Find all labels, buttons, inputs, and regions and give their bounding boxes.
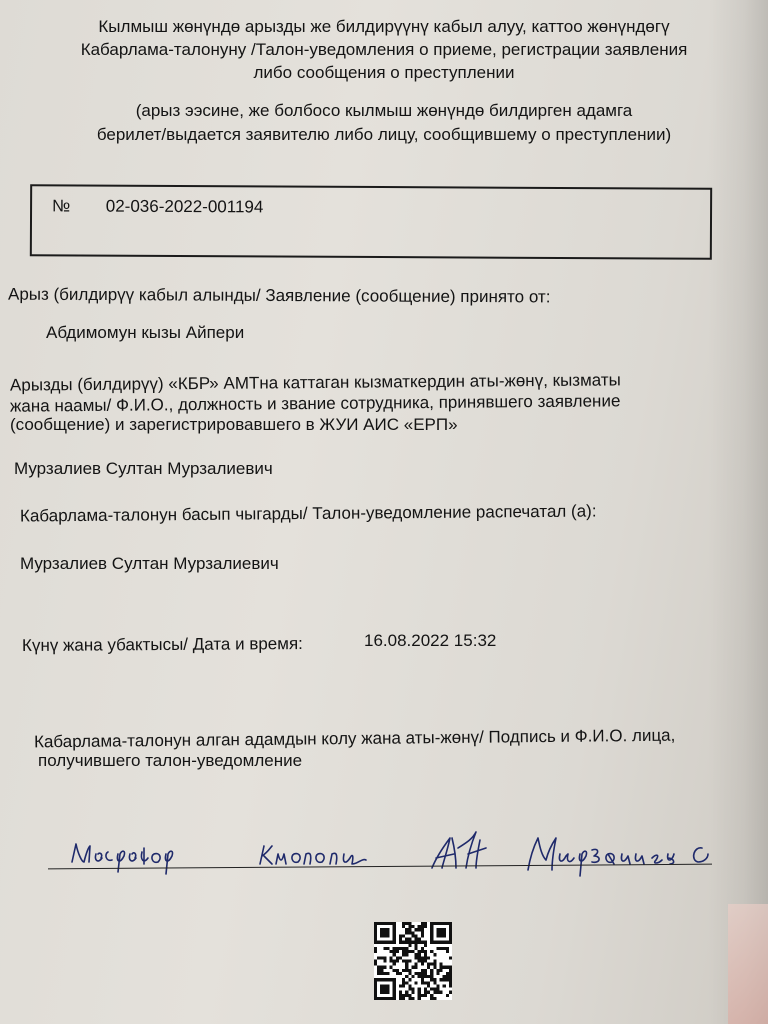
header-subtitle-1: (арыз ээсине, же болбосо кылмыш жөнүндө билдирген адамга: [135, 101, 633, 120]
datetime-value: 16.08.2022 15:32: [364, 631, 497, 650]
signature-label-line-2: получившего талон-уведомление: [38, 751, 303, 770]
header-line-1: Кылмыш жөнүндө арызды же билдирүүнү кабыл алуу, каттоо жөнүндөгү: [98, 17, 670, 36]
employee-label-line-2: жана наамы/ Ф.И.О., должность и звание сотрудника, принявшего заявление: [9, 391, 621, 416]
employee-label-line-1: Арызды (билдирүү) «КБР» АМТна каттаган кызматкердин аты-жөнү, кызматы: [9, 370, 621, 395]
employee-name: Мурзалиев Султан Мурзалиевич: [14, 459, 273, 478]
number-sign: №: [52, 196, 71, 216]
header-subtitle-2: берилет/выдается заявителю либо лицу, сообщившему о преступлении): [96, 125, 672, 144]
printed-by-label: Кабарлама-талонун басып чыгарды/ Талон-уведомление распечатал (а):: [19, 501, 597, 526]
applicant-name: Абдимомун кызы Айпери: [46, 323, 245, 342]
header-line-3: либо сообщения о преступлении: [253, 63, 515, 82]
signature-label-line-1: Кабарлама-талонун алган адамдын колу жана аты-жөнү/ Подпись и Ф.И.О. лица,: [33, 725, 676, 752]
background-corner: [728, 904, 768, 1024]
qr-code: [374, 922, 452, 1000]
header-line-2: Кабарлама-талонуну /Талон-уведомления о приеме, регистрации заявления: [80, 40, 688, 59]
employee-label-line-3: (сообщение) и зарегистрировавшего в ЖУИ АИС «ЕРП»: [10, 415, 458, 434]
received-from-label: Арыз (билдирүү кабыл алынды/ Заявление (сообщение) принято от:: [7, 284, 551, 307]
printed-by-name: Мурзалиев Султан Мурзалиевич: [20, 554, 279, 573]
datetime-label: Күнү жана убактысы/ Дата и время:: [21, 634, 303, 655]
registration-number-value: 02-036-2022-001194: [105, 196, 264, 217]
handwritten-signature: [40, 818, 720, 888]
registration-number: [52, 196, 263, 217]
registration-number-box: [30, 184, 712, 260]
